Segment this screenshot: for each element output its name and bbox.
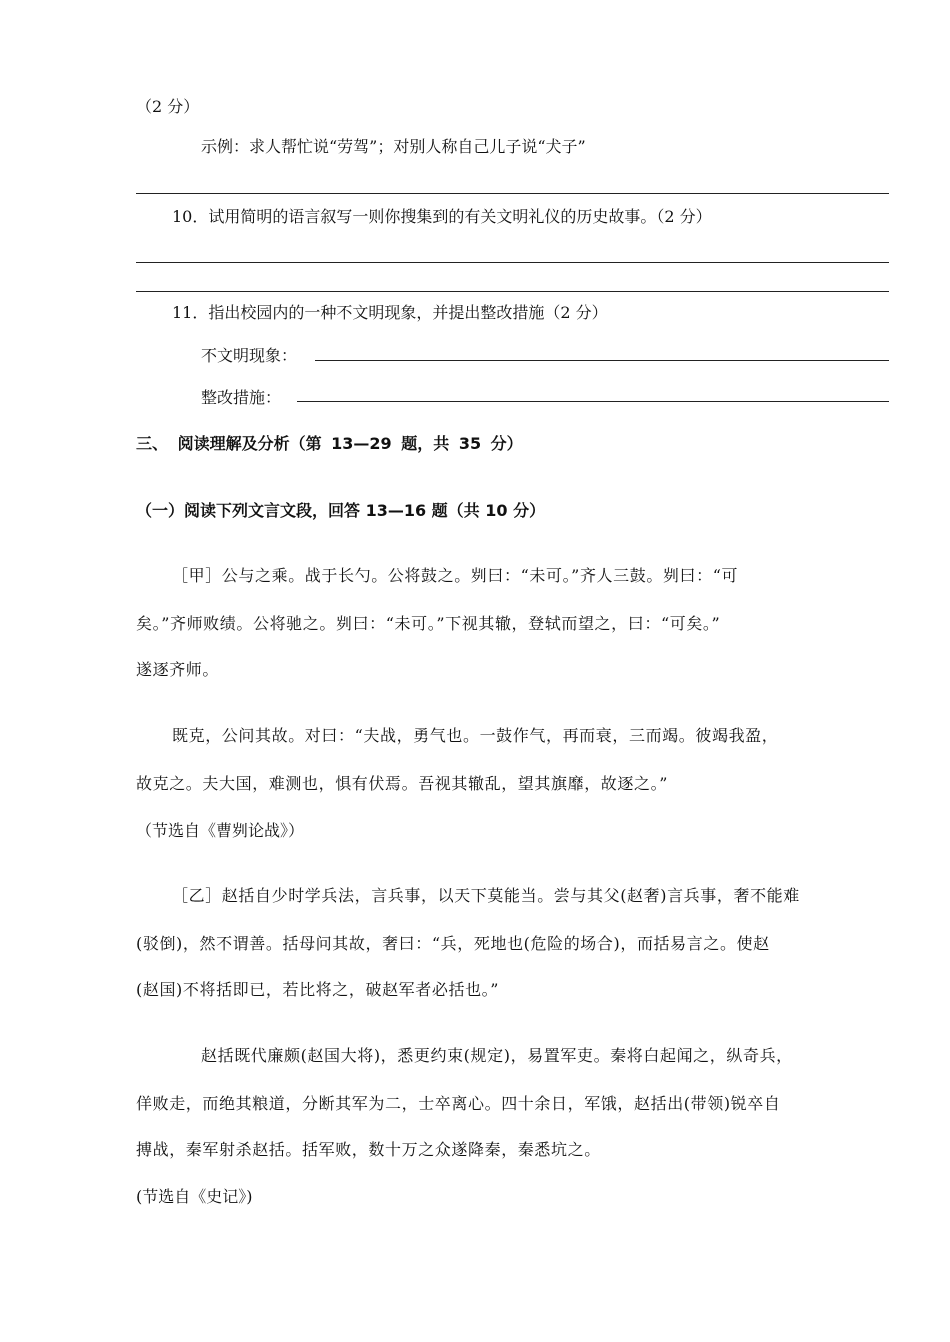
answer-line xyxy=(136,291,889,292)
answer-line xyxy=(136,193,889,194)
measure-label: 整改措施： xyxy=(201,388,282,407)
phenomenon-answer-line xyxy=(315,360,889,361)
passage-jia-source: （节选自《曹刿论战》） xyxy=(136,821,305,840)
measure-answer-line xyxy=(297,401,889,402)
subsection-heading: （一）阅读下列文言文段，回答 13—16 题（共 10 分） xyxy=(136,501,546,520)
passage-jia-line: ［甲］公与之乘。战于长勺。公将鼓之。刿曰：“未可。”齐人三鼓。刿曰：“可 xyxy=(172,566,739,585)
q9-example: 示例：求人帮忙说“劳驾”；对别人称自己儿子说“犬子” xyxy=(201,137,586,156)
passage-yi-line: ［乙］赵括自少时学兵法，言兵事，以天下莫能当。尝与其父(赵奢)言兵事，奢不能难 xyxy=(172,886,800,905)
q11-text: 11．指出校园内的一种不文明现象，并提出整改措施（2 分） xyxy=(172,303,608,322)
passage-yi-line: 搏战，秦军射杀赵括。括军败，数十万之众遂降秦，秦悉坑之。 xyxy=(136,1140,601,1159)
passage-yi-line: 佯败走，而绝其粮道，分断其军为二，士卒离心。四十余日，军饿，赵括出(带领)锐卒自 xyxy=(136,1094,781,1113)
passage-yi-line: (驳倒)，然不谓善。括母问其故，奢曰：“兵，死地也(危险的场合)，而括易言之。使赵 xyxy=(136,934,770,953)
answer-line xyxy=(136,262,889,263)
phenomenon-label: 不文明现象： xyxy=(201,346,298,365)
passage-jia-line: 遂逐齐师。 xyxy=(136,660,220,679)
q9-score: （2 分） xyxy=(136,97,200,116)
passage-yi-line: 赵括既代廉颇(赵国大将)，悉更约束(规定)，易置军吏。秦将白起闻之，纵奇兵， xyxy=(201,1046,793,1065)
passage-yi-source: (节选自《史记》) xyxy=(136,1187,253,1206)
passage-jia-line: 既克，公问其故。对曰：“夫战，勇气也。一鼓作气，再而衰，三而竭。彼竭我盈， xyxy=(172,726,779,745)
passage-jia-line: 故克之。夫大国，难测也，惧有伏焉。吾视其辙乱，望其旗靡，故逐之。” xyxy=(136,774,668,793)
passage-yi-line: (赵国)不将括即已，若比将之，破赵军者必括也。” xyxy=(136,980,500,999)
q10-text: 10．试用简明的语言叙写一则你搜集到的有关文明礼仪的历史故事。（2 分） xyxy=(172,207,712,226)
section-heading: 三、 阅读理解及分析（第 13—29 题，共 35 分） xyxy=(136,434,523,453)
passage-jia-line: 矣。”齐师败绩。公将驰之。刿曰：“未可。”下视其辙，登轼而望之，曰：“可矣。” xyxy=(136,614,721,633)
